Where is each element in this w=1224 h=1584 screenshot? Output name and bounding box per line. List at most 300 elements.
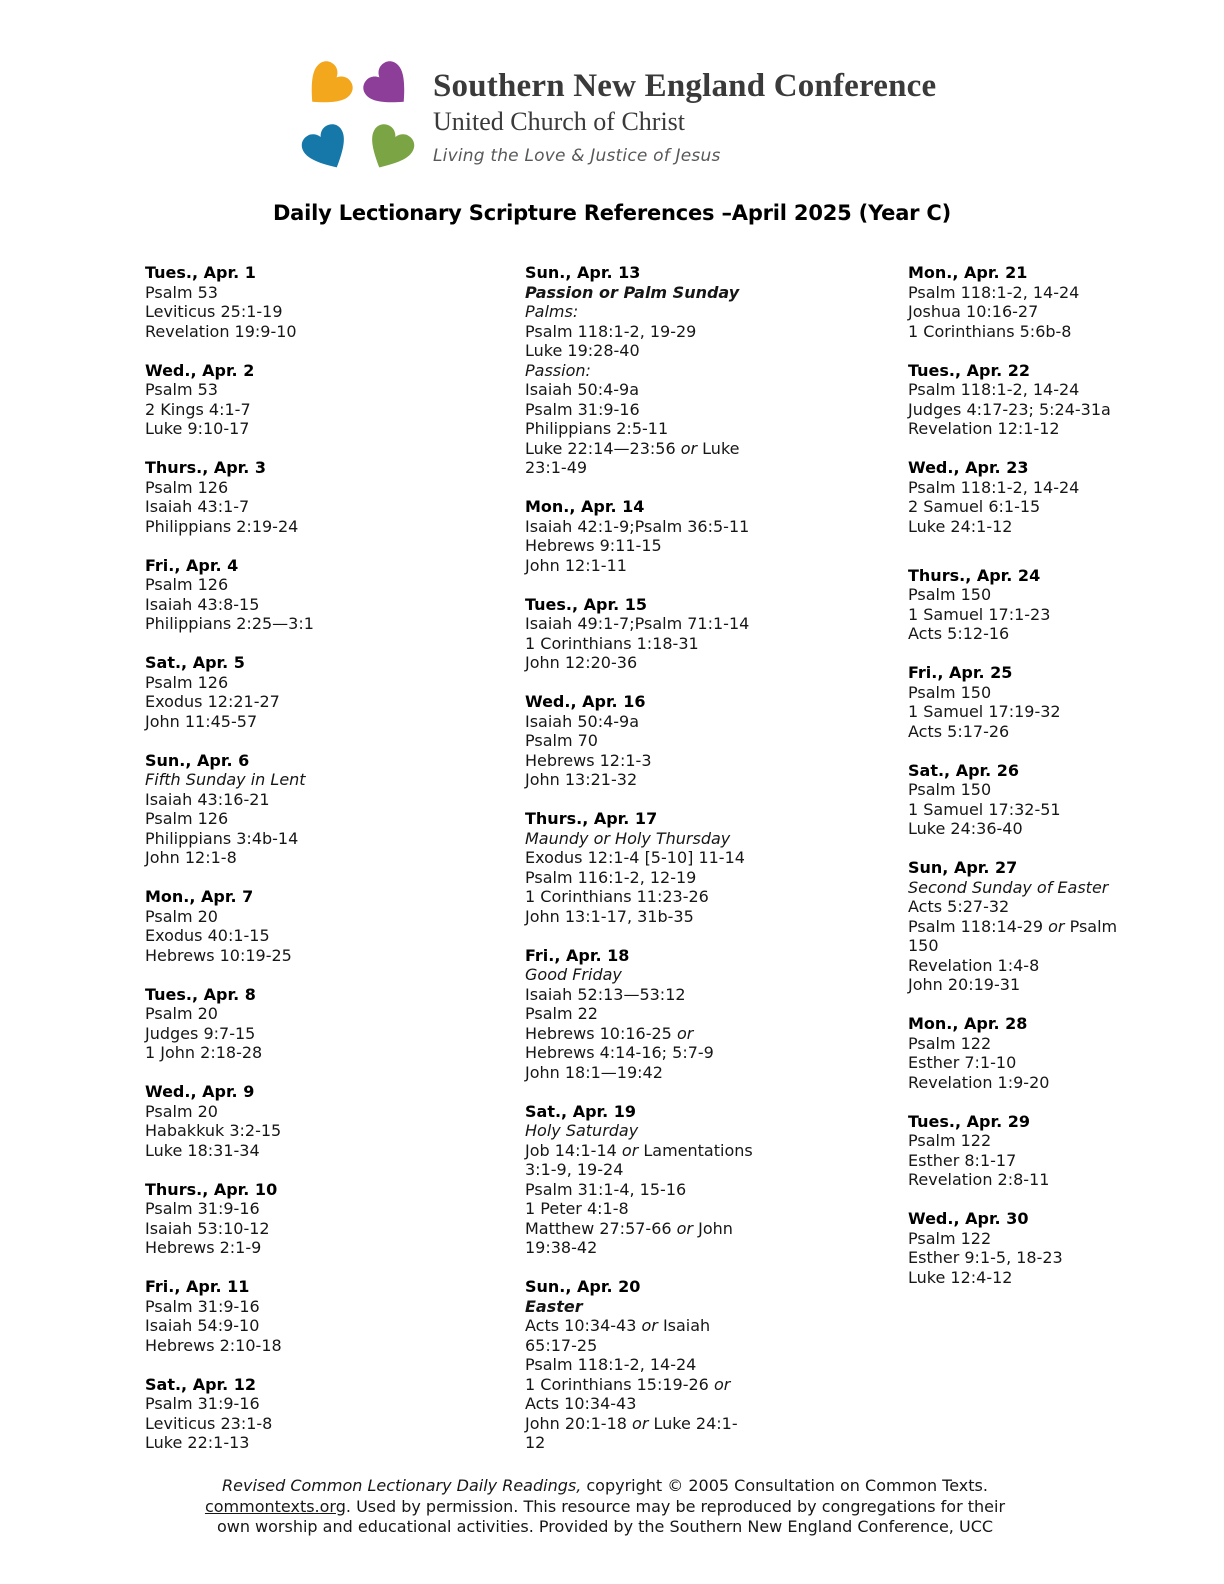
reading-line xyxy=(525,1024,907,1044)
text-segment: Psalm 20 xyxy=(145,906,218,926)
text-segment: Isaiah 53:10-12 xyxy=(145,1218,270,1238)
text-segment: Isaiah 52:13—53:12 xyxy=(525,984,686,1004)
day-entry xyxy=(525,595,907,673)
reading-line xyxy=(525,868,907,888)
text-segment: John 12:1-8 xyxy=(145,848,237,867)
day-heading: Tues., Apr. 29 xyxy=(908,1111,1031,1131)
day-entry xyxy=(525,263,907,478)
reading-line xyxy=(525,1180,907,1200)
day-heading: Wed., Apr. 16 xyxy=(525,692,646,711)
logo xyxy=(300,62,936,178)
reading-line xyxy=(145,829,527,849)
reading-line xyxy=(525,1199,907,1219)
text-segment: Psalm 150 xyxy=(908,585,992,604)
day-entry xyxy=(145,653,527,731)
day-entry xyxy=(525,1102,907,1258)
text-segment: Psalm 122 xyxy=(908,1033,992,1053)
column-3 xyxy=(908,263,1224,1307)
reading-line xyxy=(145,1297,527,1317)
reading-line xyxy=(145,517,527,537)
reading-line xyxy=(908,400,1224,420)
text-segment: Joshua 10:16-27 xyxy=(908,302,1039,321)
reading-line xyxy=(145,946,527,966)
text-segment: Esther 8:1-17 xyxy=(908,1150,1017,1170)
reading-line xyxy=(145,283,527,303)
text-segment: Psalm 126 xyxy=(145,477,229,497)
day-entry xyxy=(908,858,1224,995)
tagline: Living the Love & Justice of Jesus xyxy=(433,146,721,166)
text-segment: Hebrews 9:11-15 xyxy=(525,536,662,555)
day-heading: Tues., Apr. 22 xyxy=(908,360,1031,380)
text-segment: Psalm 150 xyxy=(908,682,992,702)
reading-line xyxy=(145,595,527,615)
reading-line xyxy=(525,380,907,400)
text-segment: Exodus 12:21-27 xyxy=(145,692,280,711)
text-segment: Exodus 40:1-15 xyxy=(145,926,270,945)
reading-line xyxy=(525,1219,907,1239)
text-segment: 1 Samuel 17:32-51 xyxy=(908,799,1061,819)
denomination: United Church of Christ xyxy=(433,107,686,136)
text-segment: Easter xyxy=(525,1296,583,1316)
text-segment: Hebrews 10:19-25 xyxy=(145,945,292,965)
day-heading: Sun., Apr. 20 xyxy=(525,1277,641,1296)
reading-line xyxy=(908,722,1224,742)
day-heading: Sat., Apr. 19 xyxy=(525,1101,637,1121)
reading-line xyxy=(525,1121,907,1141)
reading-line xyxy=(908,1170,1224,1190)
text-segment: Isaiah 43:1-7 xyxy=(145,497,250,516)
org-name: Southern New England Conference xyxy=(433,68,937,104)
text-segment: Psalm 126 xyxy=(145,575,229,594)
reading-line xyxy=(145,1141,527,1161)
ucc-hearts-logo xyxy=(300,62,416,178)
text-segment: 65:17-25 xyxy=(525,1335,598,1355)
text-segment: Revised Common Lectionary Daily Readings, xyxy=(222,1476,582,1495)
text-segment: Isaiah 50:4-9a xyxy=(525,711,640,731)
reading-line xyxy=(145,673,527,693)
reading-line xyxy=(525,653,907,673)
reading-line xyxy=(525,458,907,478)
text-segment: Isaiah 50:4-9a xyxy=(525,380,640,399)
reading-line xyxy=(908,1131,1224,1151)
reading-line xyxy=(908,1053,1224,1073)
reading-line xyxy=(145,322,527,342)
text-segment: 1 John 2:18-28 xyxy=(145,1043,263,1062)
heart-icon-blue xyxy=(300,124,354,174)
text-segment: Job 14:1-14 xyxy=(525,1140,622,1160)
text-segment: 1 Samuel 17:19-32 xyxy=(908,702,1061,721)
heart-icon-gold xyxy=(300,62,354,112)
reading-line xyxy=(525,283,907,303)
day-entry xyxy=(145,556,527,634)
text-segment: Maundy or Holy Thursday xyxy=(525,828,731,848)
text-segment: Psalm 31:9-16 xyxy=(525,399,640,419)
reading-line xyxy=(145,907,527,927)
reading-line xyxy=(145,790,527,810)
text-segment: Psalm xyxy=(1064,916,1118,936)
text-segment: Psalm 70 xyxy=(525,731,598,750)
text-segment: Acts 5:17-26 xyxy=(908,721,1010,741)
reading-line xyxy=(145,848,527,868)
reading-line xyxy=(525,1414,907,1434)
text-segment: 2 Kings 4:1-7 xyxy=(145,399,251,419)
heart-icon-green xyxy=(362,124,416,174)
text-segment: John xyxy=(693,1218,733,1238)
reading-line xyxy=(908,585,1224,605)
day-heading: Mon., Apr. 28 xyxy=(908,1014,1028,1033)
text-segment: Leviticus 25:1-19 xyxy=(145,302,283,321)
reading-line xyxy=(908,517,1224,537)
reading-line xyxy=(908,1248,1224,1268)
text-segment: Philippians 2:5-11 xyxy=(525,419,669,438)
reading-line xyxy=(525,731,907,751)
text-segment: Revelation 19:9-10 xyxy=(145,321,297,341)
reading-line xyxy=(145,1199,527,1219)
text-segment: 1 Corinthians 11:23-26 xyxy=(525,887,709,906)
text-segment: Revelation 2:8-11 xyxy=(908,1170,1050,1189)
day-heading: Wed., Apr. 2 xyxy=(145,360,255,380)
day-entry xyxy=(145,458,527,536)
reading-line xyxy=(145,400,527,420)
text-segment: Luke 22:1-13 xyxy=(145,1433,250,1452)
text-segment: Revelation 1:9-20 xyxy=(908,1072,1050,1092)
reading-line xyxy=(525,634,907,654)
text-segment: Luke 12:4-12 xyxy=(908,1267,1013,1287)
day-heading: Tues., Apr. 15 xyxy=(525,594,648,614)
reading-line xyxy=(145,1316,527,1336)
text-segment: Philippians 2:19-24 xyxy=(145,516,299,536)
day-heading: Wed., Apr. 30 xyxy=(908,1209,1029,1228)
reading-line xyxy=(145,302,527,322)
text-segment: 150 xyxy=(908,936,939,955)
reading-line xyxy=(908,283,1224,303)
reading-line xyxy=(525,712,907,732)
day-heading: Thurs., Apr. 3 xyxy=(145,458,267,477)
day-heading: Sat., Apr. 12 xyxy=(145,1374,257,1394)
text-segment: Psalm 126 xyxy=(145,672,229,692)
reading-line xyxy=(145,478,527,498)
text-segment: 2 Samuel 6:1-15 xyxy=(908,497,1041,516)
reading-line xyxy=(525,1043,907,1063)
reading-line xyxy=(908,497,1224,517)
reading-line xyxy=(525,419,907,439)
reading-line xyxy=(525,965,907,985)
reading-line xyxy=(908,302,1224,322)
reading-line xyxy=(525,887,907,907)
commontexts-link[interactable]: commontexts.org xyxy=(204,1496,346,1516)
reading-line xyxy=(145,1024,527,1044)
reading-line xyxy=(525,439,907,459)
reading-line xyxy=(145,712,527,732)
footer xyxy=(0,1476,1210,1538)
day-entry xyxy=(525,946,907,1083)
reading-line xyxy=(525,848,907,868)
text-segment: John 11:45-57 xyxy=(145,711,258,731)
day-heading: Sun., Apr. 6 xyxy=(145,750,250,770)
text-segment: Psalm 122 xyxy=(908,1131,992,1150)
day-heading: Thurs., Apr. 24 xyxy=(908,565,1041,585)
text-segment: Luke 18:31-34 xyxy=(145,1140,260,1160)
reading-line xyxy=(908,819,1224,839)
reading-line xyxy=(525,1297,907,1317)
text-segment: or xyxy=(676,1023,694,1043)
day-heading: Thurs., Apr. 17 xyxy=(525,809,658,828)
day-entry xyxy=(908,458,1224,536)
text-segment: Leviticus 23:1-8 xyxy=(145,1413,273,1433)
text-segment: Hebrews 2:1-9 xyxy=(145,1238,262,1257)
text-segment: Revelation 12:1-12 xyxy=(908,419,1060,438)
text-segment: Luke 9:10-17 xyxy=(145,419,250,438)
text-segment: Isaiah 54:9-10 xyxy=(145,1316,260,1335)
reading-line xyxy=(525,1433,907,1453)
column-2 xyxy=(525,263,907,1472)
text-segment: Psalm 31:9-16 xyxy=(145,1394,260,1413)
text-segment: Acts 10:34-43 xyxy=(525,1394,637,1413)
text-segment: or xyxy=(676,1218,694,1238)
day-heading: Sun, Apr. 27 xyxy=(908,858,1018,877)
text-segment: John 12:20-36 xyxy=(525,653,638,672)
reading-line xyxy=(145,1121,527,1141)
reading-line xyxy=(908,780,1224,800)
text-segment: Revelation 1:4-8 xyxy=(908,955,1040,975)
text-segment: Acts 10:34-43 xyxy=(525,1316,642,1335)
reading-line xyxy=(145,692,527,712)
reading-line xyxy=(525,751,907,771)
text-segment: Psalm 116:1-2, 12-19 xyxy=(525,867,697,887)
reading-line xyxy=(145,1102,527,1122)
text-segment: 19:38-42 xyxy=(525,1238,598,1257)
text-segment: Psalm 150 xyxy=(908,780,992,799)
reading-line xyxy=(145,1394,527,1414)
day-entry xyxy=(145,361,527,439)
reading-line xyxy=(908,683,1224,703)
text-segment: Esther 7:1-10 xyxy=(908,1053,1017,1072)
reading-line xyxy=(525,1238,907,1258)
text-segment: Hebrews 2:10-18 xyxy=(145,1335,282,1355)
text-segment: Isaiah 42:1-9;Psalm 36:5-11 xyxy=(525,516,750,536)
day-heading: Wed., Apr. 9 xyxy=(145,1082,255,1101)
reading-line xyxy=(145,926,527,946)
day-entry xyxy=(908,1014,1224,1092)
text-segment: Psalm 31:1-4, 15-16 xyxy=(525,1179,687,1199)
day-entry xyxy=(908,1112,1224,1190)
reading-line xyxy=(908,878,1224,898)
reading-line xyxy=(908,702,1224,722)
text-segment: Luke 24:36-40 xyxy=(908,819,1023,838)
reading-line xyxy=(525,1394,907,1414)
text-segment: Psalm 118:1-2, 19-29 xyxy=(525,321,697,341)
reading-line xyxy=(908,380,1224,400)
reading-line xyxy=(525,341,907,361)
reading-line xyxy=(525,1063,907,1083)
reading-line xyxy=(908,917,1224,937)
text-segment: John 20:1-18 xyxy=(525,1413,633,1433)
footer-line xyxy=(0,1497,1210,1518)
reading-line xyxy=(525,400,907,420)
text-segment: Psalm 22 xyxy=(525,1004,598,1023)
page-title: Daily Lectionary Scripture References –April 2025 (Year C) xyxy=(272,201,952,225)
reading-line xyxy=(525,1004,907,1024)
day-entry xyxy=(908,556,1224,644)
day-entry xyxy=(145,1375,527,1453)
text-segment: Psalm 31:9-16 xyxy=(145,1199,260,1218)
text-segment: 12 xyxy=(525,1433,546,1452)
reading-line xyxy=(525,322,907,342)
reading-line xyxy=(145,1219,527,1239)
day-entry xyxy=(525,1277,907,1453)
reading-line xyxy=(525,770,907,790)
day-heading: Sat., Apr. 5 xyxy=(145,653,245,672)
reading-line xyxy=(145,770,527,790)
text-segment: Psalm 118:1-2, 14-24 xyxy=(908,477,1080,497)
reading-line xyxy=(525,1336,907,1356)
text-segment: Isaiah 43:8-15 xyxy=(145,594,260,614)
day-entry xyxy=(908,761,1224,839)
day-entry xyxy=(908,1209,1224,1287)
text-segment: 1 Corinthians 5:6b-8 xyxy=(908,321,1072,341)
reading-line xyxy=(908,1229,1224,1249)
text-segment: 1 Corinthians 15:19-26 xyxy=(525,1374,714,1394)
reading-line xyxy=(525,829,907,849)
reading-line xyxy=(525,614,907,634)
day-heading: Fri., Apr. 11 xyxy=(145,1277,250,1296)
text-segment: Isaiah 43:16-21 xyxy=(145,789,270,809)
text-segment: Philippians 3:4b-14 xyxy=(145,828,299,848)
reading-line xyxy=(908,800,1224,820)
day-heading: Mon., Apr. 14 xyxy=(525,497,645,516)
text-segment: Psalm 126 xyxy=(145,809,229,828)
logo-text xyxy=(433,62,936,178)
reading-line xyxy=(908,1034,1224,1054)
reading-line xyxy=(145,809,527,829)
text-segment: Luke 22:14—23:56 xyxy=(525,438,681,458)
day-entry xyxy=(145,751,527,868)
text-segment: Psalm 53 xyxy=(145,282,218,302)
text-segment: own worship and educational activities. Provided by the Southern New England Conference, UCC xyxy=(216,1517,994,1536)
text-segment: or xyxy=(632,1413,649,1433)
text-segment: Exodus 12:1-4 [5-10] 11-14 xyxy=(525,848,745,867)
day-entry xyxy=(525,692,907,790)
text-segment: Judges 9:7-15 xyxy=(145,1023,256,1043)
heart-icon-purple xyxy=(362,62,416,112)
day-entry xyxy=(145,1277,527,1355)
day-entry xyxy=(145,1082,527,1160)
text-segment: Acts 5:27-32 xyxy=(908,897,1010,916)
reading-line xyxy=(525,1316,907,1336)
text-segment: 1 Peter 4:1-8 xyxy=(525,1199,629,1218)
reading-line xyxy=(145,1238,527,1258)
text-segment: or xyxy=(621,1140,639,1160)
text-segment: Luke xyxy=(697,438,740,458)
reading-line xyxy=(145,1004,527,1024)
text-segment: Psalm 31:9-16 xyxy=(145,1296,260,1316)
reading-line xyxy=(525,536,907,556)
text-segment: Luke 24:1- xyxy=(648,1413,738,1433)
day-heading: Sun., Apr. 13 xyxy=(525,263,641,282)
text-segment: Passion: xyxy=(525,360,591,380)
text-segment: Judges 4:17-23; 5:24-31a xyxy=(908,399,1111,419)
text-segment: Psalm 118:1-2, 14-24 xyxy=(525,1355,697,1374)
text-segment: Hebrews 10:16-25 xyxy=(525,1023,677,1043)
reading-line xyxy=(525,1160,907,1180)
day-heading: Sat., Apr. 26 xyxy=(908,760,1020,780)
text-segment: or xyxy=(680,438,698,458)
text-segment: Psalm 20 xyxy=(145,1004,218,1023)
text-segment: Philippians 2:25—3:1 xyxy=(145,614,314,633)
text-segment: Hebrews 4:14-16; 5:7-9 xyxy=(525,1043,714,1062)
text-segment: Psalm 53 xyxy=(145,380,218,399)
reading-line xyxy=(908,624,1224,644)
text-segment: Second Sunday of Easter xyxy=(908,877,1109,897)
text-segment: 23:1-49 xyxy=(525,458,588,477)
text-segment: Passion or Palm Sunday xyxy=(525,282,740,302)
text-segment: Psalm 118:14-29 xyxy=(908,916,1049,936)
day-entry xyxy=(908,361,1224,439)
text-segment: Good Friday xyxy=(525,965,622,984)
text-segment: Esther 9:1-5, 18-23 xyxy=(908,1248,1063,1267)
text-segment: Psalm 118:1-2, 14-24 xyxy=(908,380,1080,399)
day-heading: Tues., Apr. 1 xyxy=(145,263,256,282)
reading-line xyxy=(525,985,907,1005)
text-segment: Lamentations xyxy=(638,1140,753,1160)
reading-line xyxy=(908,1151,1224,1171)
reading-line xyxy=(525,517,907,537)
reading-line xyxy=(145,419,527,439)
day-heading: Mon., Apr. 21 xyxy=(908,263,1028,282)
reading-line xyxy=(908,605,1224,625)
text-segment: Habakkuk 3:2-15 xyxy=(145,1121,282,1140)
day-heading: Thurs., Apr. 10 xyxy=(145,1179,278,1199)
reading-line xyxy=(908,956,1224,976)
text-segment: Isaiah 49:1-7;Psalm 71:1-14 xyxy=(525,614,750,633)
reading-line xyxy=(145,497,527,517)
day-entry xyxy=(908,663,1224,741)
text-segment: John 13:1-17, 31b-35 xyxy=(525,906,694,926)
text-segment: 1 Corinthians 1:18-31 xyxy=(525,633,699,653)
reading-line xyxy=(525,302,907,322)
reading-line xyxy=(908,936,1224,956)
reading-line xyxy=(908,322,1224,342)
text-segment: John 12:1-11 xyxy=(525,555,627,575)
reading-line xyxy=(145,1433,527,1453)
text-segment: Acts 5:12-16 xyxy=(908,624,1010,643)
text-segment: Psalm 122 xyxy=(908,1228,992,1248)
reading-line xyxy=(145,614,527,634)
text-segment: Psalm 20 xyxy=(145,1101,218,1121)
text-segment: Hebrews 12:1-3 xyxy=(525,750,652,770)
text-segment: 1 Samuel 17:1-23 xyxy=(908,604,1051,624)
text-segment: or xyxy=(1048,916,1065,936)
text-segment: Psalm 118:1-2, 14-24 xyxy=(908,282,1080,302)
day-entry xyxy=(145,985,527,1063)
reading-line xyxy=(908,419,1224,439)
text-segment: or xyxy=(713,1374,731,1394)
text-segment: Holy Saturday xyxy=(525,1121,639,1140)
reading-line xyxy=(525,361,907,381)
reading-line xyxy=(908,975,1224,995)
text-segment: Luke 19:28-40 xyxy=(525,341,640,360)
text-segment: . Used by permission. This resource may be reproduced by congregations for their xyxy=(345,1496,1006,1516)
text-segment: copyright © 2005 Consultation on Common Texts. xyxy=(581,1476,988,1495)
day-entry xyxy=(145,263,527,341)
text-segment: or xyxy=(641,1316,658,1335)
text-segment: 3:1-9, 19-24 xyxy=(525,1160,624,1179)
reading-line xyxy=(525,1141,907,1161)
text-segment: John 13:21-32 xyxy=(525,770,638,789)
footer-line xyxy=(0,1476,1210,1497)
day-entry xyxy=(145,1180,527,1258)
day-heading: Fri., Apr. 18 xyxy=(525,945,630,965)
